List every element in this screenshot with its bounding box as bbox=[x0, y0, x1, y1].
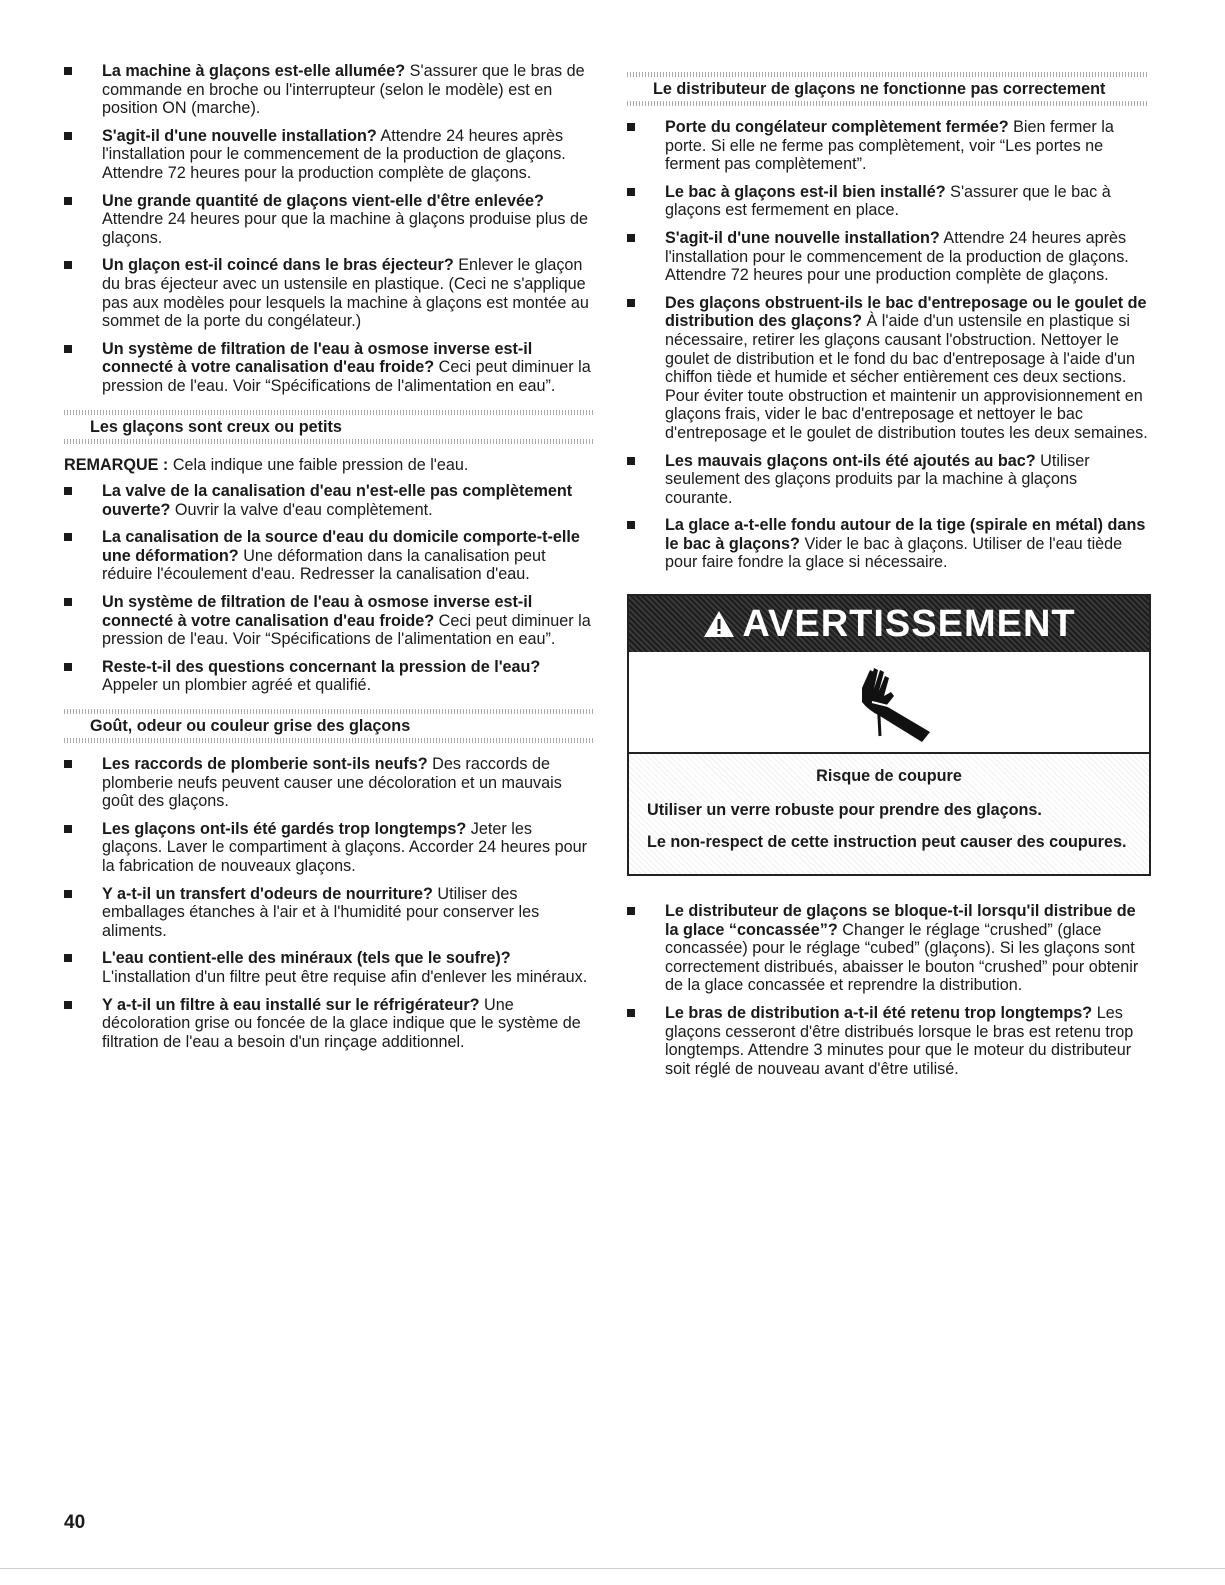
bullet-icon bbox=[64, 663, 72, 671]
item-question: S'agit-il d'une nouvelle installation? bbox=[102, 126, 377, 145]
bullet-icon bbox=[627, 457, 635, 465]
bullet-icon bbox=[64, 760, 72, 768]
item-question: Les glaçons ont-ils été gardés trop longtemps? bbox=[102, 819, 467, 838]
item-answer: Attendre 24 heures après l'installation pour le commencement de la production de glaçons. Attendre 72 heures pour la production complète de glaçons. bbox=[102, 126, 566, 182]
list-item bbox=[64, 256, 594, 330]
list-item bbox=[627, 516, 1149, 572]
list-item bbox=[64, 127, 594, 183]
warning-banner bbox=[629, 596, 1149, 652]
bullet-icon bbox=[627, 123, 635, 131]
bullet-icon bbox=[64, 345, 72, 353]
item-question: La machine à glaçons est-elle allumée? bbox=[102, 62, 406, 80]
item-question: Une grande quantité de glaçons vient-elle d'être enlevée? bbox=[102, 191, 544, 210]
warning-triangle-icon bbox=[702, 609, 736, 639]
bullet-icon bbox=[627, 188, 635, 196]
bullet-icon bbox=[64, 197, 72, 205]
list-item bbox=[64, 528, 594, 584]
item-answer: Utiliser seulement des glaçons produits par la machine à glaçons courante. bbox=[665, 451, 1090, 507]
item-question: La valve de la canalisation d'eau n'est-elle pas complètement ouverte? bbox=[102, 482, 573, 519]
list-item bbox=[64, 885, 594, 941]
item-answer: À l'aide d'un ustensile en plastique si nécessaire, retirer les glaçons causant l'obstruction. Nettoyer le goulet de distribution et le fond du bac d'entreposage à l'aide d'un chiffon tiède et humide et sécher entièrement ces deux sections. Pour éviter toute obstruction et maintenir un approvisionnement en glaçons frais, vider le bac d'entreposage et nettoyer le bac d'entreposage et le goulet de distribution toutes les deux semaines. bbox=[665, 312, 1148, 442]
item-answer: Une déformation dans la canalisation peut réduire l'écoulement d'eau. Redresser la canalisation d'eau. bbox=[102, 546, 546, 584]
item-answer: Attendre 24 heures pour que la machine à glaçons produise plus de glaçons. bbox=[102, 210, 588, 247]
list-item bbox=[64, 192, 594, 248]
bullet-icon bbox=[64, 890, 72, 898]
taste-odor-list bbox=[64, 755, 594, 1051]
bullet-icon bbox=[64, 261, 72, 269]
list-item bbox=[64, 996, 594, 1052]
item-answer: Attendre 24 heures après l'installation pour le commencement de la production de glaçons. Attendre 72 heures pour une production complète de glaçons. bbox=[665, 228, 1129, 285]
right-column bbox=[627, 72, 1149, 1087]
remark-label: REMARQUE : bbox=[64, 455, 169, 474]
bullet-icon bbox=[64, 598, 72, 606]
item-question: La canalisation de la source d'eau du domicile comporte-t-elle une déformation? bbox=[102, 528, 580, 565]
left-column bbox=[64, 62, 594, 1060]
list-item bbox=[64, 755, 594, 811]
remark-text: Cela indique une faible pression de l'eau. bbox=[168, 455, 469, 474]
item-answer: Des raccords de plomberie neufs peuvent causer une décoloration et un mauvais goût des glaçons. bbox=[102, 755, 562, 811]
item-answer: Utiliser des emballages étanches à l'air et à l'humidité pour conserver les aliments. bbox=[102, 884, 540, 940]
item-answer: Les glaçons cesseront d'être distribués lorsque le bras est retenu trop longtemps. Attendre 3 minutes pour que le moteur du distributeur soit réglé de nouveau avant d'être utilisé. bbox=[665, 1004, 1134, 1078]
section-heading-hollow-ice: Les glaçons sont creux ou petits bbox=[64, 410, 594, 444]
list-item bbox=[64, 949, 594, 986]
bullet-icon bbox=[64, 533, 72, 541]
list-item bbox=[64, 62, 594, 118]
item-question: Le bac à glaçons est-il bien installé? bbox=[665, 182, 946, 201]
item-question: Le distributeur de glaçons se bloque-t-il lorsqu'il distribue de la glace “concassée”? bbox=[665, 902, 1136, 939]
item-answer: Une décoloration grise ou foncée de la glace indique que le système de filtration de l'eau a besoin d'un rinçage additionnel. bbox=[102, 995, 581, 1051]
item-answer: Ouvrir la valve d'eau complètement. bbox=[170, 500, 433, 519]
item-question: Des glaçons obstruent-ils le bac d'entreposage ou le goulet de distribution des glaçons? bbox=[665, 293, 1147, 331]
item-answer: S'assurer que le bac à glaçons est fermement en place. bbox=[665, 182, 1111, 220]
bullet-icon bbox=[64, 954, 72, 962]
item-question: Un système de filtration de l'eau à osmose inverse est-il connecté à votre canalisation d'eau froide? bbox=[102, 593, 533, 630]
item-answer: Bien fermer la porte. Si elle ne ferme pas complètement, voir “Les portes ne ferment pas complètement”. bbox=[665, 118, 1114, 174]
warning-line-2: Le non-respect de cette instruction peut causer des coupures. bbox=[647, 833, 1127, 852]
bullet-icon bbox=[64, 67, 72, 75]
bullet-icon bbox=[64, 825, 72, 833]
item-answer: Ceci peut diminuer la pression de l'eau. Voir “Spécifications de l'alimentation en eau”. bbox=[102, 358, 591, 395]
item-question: Reste-t-il des questions concernant la pression de l'eau? bbox=[102, 657, 541, 676]
warning-line-1: Utiliser un verre robuste pour prendre des glaçons. bbox=[647, 801, 1042, 820]
list-item bbox=[627, 229, 1149, 285]
bullet-icon bbox=[627, 299, 635, 307]
warning-banner-text: AVERTISSEMENT bbox=[742, 602, 1076, 645]
bottom-rule bbox=[0, 1568, 1225, 1569]
item-question: L'eau contient-elle des minéraux (tels que le soufre)? bbox=[102, 949, 511, 968]
section-heading-dispenser: Le distributeur de glaçons ne fonctionne pas correctement bbox=[627, 72, 1149, 106]
bullet-icon bbox=[64, 132, 72, 140]
item-question: Un glaçon est-il coincé dans le bras éjecteur? bbox=[102, 256, 454, 275]
list-item bbox=[627, 452, 1149, 508]
item-answer: Ceci peut diminuer la pression de l'eau. Voir “Spécifications de l'alimentation en eau”. bbox=[102, 611, 591, 649]
list-item bbox=[64, 593, 594, 649]
item-question: S'agit-il d'une nouvelle installation? bbox=[665, 228, 940, 247]
bullet-icon bbox=[64, 1001, 72, 1009]
list-item bbox=[64, 482, 594, 519]
item-answer: Vider le bac à glaçons. Utiliser de l'eau tiède pour faire fondre la glace si nécessaire. bbox=[665, 534, 1123, 572]
item-answer: L'installation d'un filtre peut être requise afin d'enlever les minéraux. bbox=[102, 967, 588, 986]
list-item bbox=[64, 340, 594, 396]
dispenser-list-continued bbox=[627, 902, 1149, 1078]
remark bbox=[64, 456, 594, 475]
list-item bbox=[627, 183, 1149, 220]
list-item bbox=[64, 658, 594, 695]
intro-list bbox=[64, 62, 594, 396]
page-number: 40 bbox=[64, 1512, 86, 1533]
bullet-icon bbox=[627, 907, 635, 915]
bullet-icon bbox=[627, 521, 635, 529]
bullet-icon bbox=[627, 234, 635, 242]
item-answer: Jeter les glaçons. Laver le compartiment à glaçons. Accorder 24 heures pour la fabrication de nouveaux glaçons. bbox=[102, 819, 587, 875]
list-item bbox=[627, 118, 1149, 174]
item-question: La glace a-t-elle fondu autour de la tige (spirale en métal) dans le bac à glaçons? bbox=[665, 516, 1146, 553]
item-question: Y a-t-il un transfert d'odeurs de nourriture? bbox=[102, 884, 433, 903]
item-question: Y a-t-il un filtre à eau installé sur le réfrigérateur? bbox=[102, 995, 480, 1014]
section-heading-taste-odor: Goût, odeur ou couleur grise des glaçons bbox=[64, 709, 594, 743]
item-answer: Appeler un plombier agréé et qualifié. bbox=[102, 676, 372, 695]
item-question: Le bras de distribution a-t-il été retenu trop longtemps? bbox=[665, 1004, 1093, 1023]
dispenser-list bbox=[627, 118, 1149, 572]
item-question: Un système de filtration de l'eau à osmose inverse est-il connecté à votre canalisation d'eau froide? bbox=[102, 339, 533, 377]
list-item bbox=[627, 1004, 1149, 1078]
item-question: Les mauvais glaçons ont-ils été ajoutés au bac? bbox=[665, 451, 1036, 470]
bullet-icon bbox=[64, 487, 72, 495]
item-question: Les raccords de plomberie sont-ils neufs? bbox=[102, 755, 428, 774]
item-answer: Enlever le glaçon du bras éjecteur avec un ustensile en plastique. (Ceci ne s'applique pas aux modèles pour lesquels la machine à glaçons est montée au sommet de la porte du congélateur.) bbox=[102, 256, 589, 331]
warning-box bbox=[627, 594, 1151, 876]
list-item bbox=[627, 902, 1149, 995]
hollow-ice-list bbox=[64, 482, 594, 695]
item-question: Porte du congélateur complètement fermée? bbox=[665, 118, 1009, 136]
warning-body bbox=[629, 754, 1149, 874]
cut-hazard-hand-icon bbox=[629, 652, 1149, 754]
item-answer: Changer le réglage “crushed” (glace concassée) pour le réglage “cubed” (glaçons). Si les glaçons sont correctement distribués, abaisser le bouton “crushed” pour obtenir de la glace concassée et reprendre la distribution. bbox=[665, 920, 1139, 995]
bullet-icon bbox=[627, 1009, 635, 1017]
list-item bbox=[64, 820, 594, 876]
list-item bbox=[627, 294, 1149, 443]
warning-title: Risque de coupure bbox=[816, 767, 962, 786]
item-answer: S'assurer que le bras de commande en broche ou l'interrupteur (selon le modèle) est en position ON (marche). bbox=[102, 62, 585, 118]
